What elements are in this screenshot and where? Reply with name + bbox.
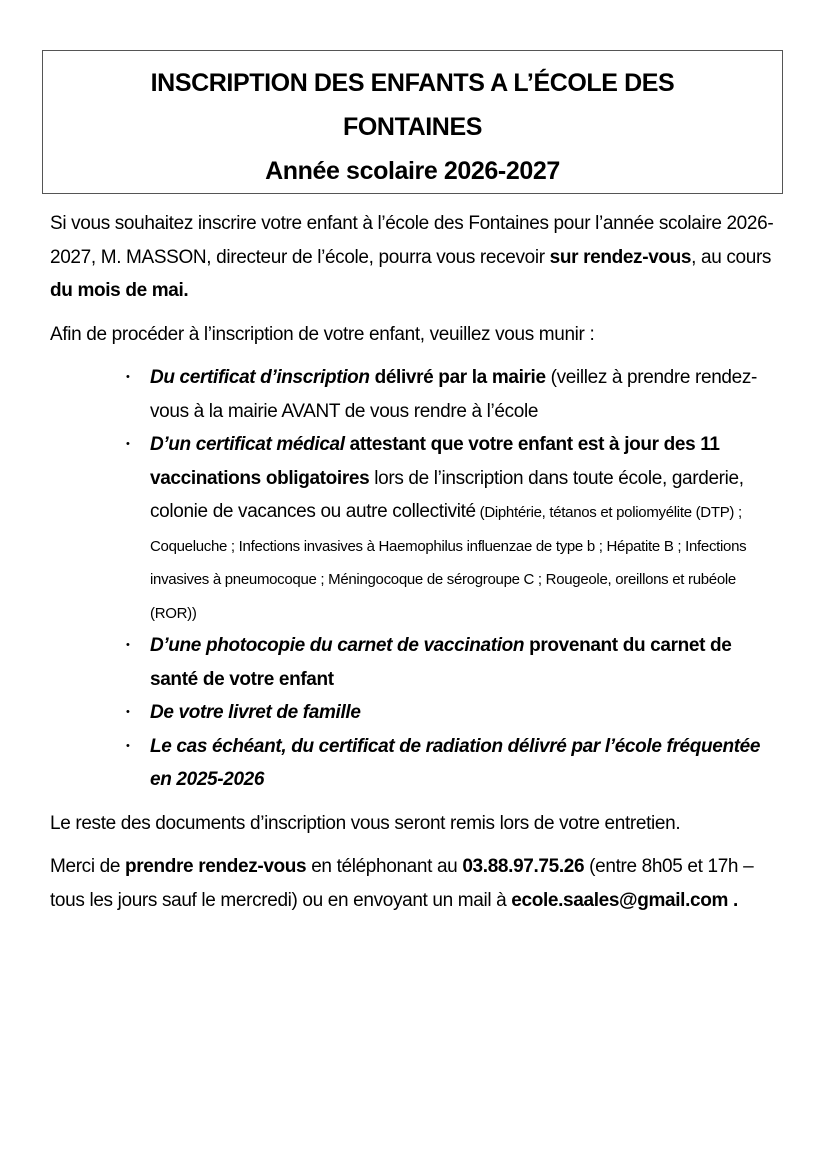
contact-text: Merci de xyxy=(50,856,125,877)
intro-bold-month: du mois de mai. xyxy=(50,280,189,301)
bullet-icon: • xyxy=(126,739,130,752)
item-text: (veillez à prendre rendez-vous à la mairie AVANT de vous rendre à l’école xyxy=(150,367,757,422)
list-item xyxy=(126,696,780,730)
list-item xyxy=(126,361,780,428)
title-box xyxy=(42,50,783,194)
intro-paragraph xyxy=(50,207,780,308)
contact-text-2: en téléphonant au xyxy=(306,856,463,877)
list-item xyxy=(126,629,780,696)
title-subtitle: Année scolaire 2026-2027 xyxy=(265,157,560,185)
lead-paragraph: Afin de procéder à l’inscription de votre enfant, veuillez vous munir : xyxy=(50,323,595,345)
bullet-icon: • xyxy=(126,438,130,450)
item-title: D’une photocopie du carnet de vaccination xyxy=(150,635,525,656)
list-item xyxy=(126,428,780,629)
document-body xyxy=(50,207,780,927)
intro-text-2: , au cours xyxy=(691,246,772,268)
item-title: Du certificat d’inscription xyxy=(150,367,370,388)
requirements-list xyxy=(50,361,780,797)
bullet-icon: • xyxy=(126,639,130,651)
contact-text-3: (entre 8h05 et 17h – tous les jours sauf le mercredi) ou en envoyant un mail à xyxy=(50,856,754,911)
bullet-icon: • xyxy=(126,706,130,718)
intro-bold-appointment: sur rendez-vous xyxy=(549,246,692,268)
intro-text: Si vous souhaitez inscrire votre enfant à l’école des Fontaines pour l’année scolaire 2026-2027, M. MASSON, directeur de l’école, pourra vous recevoir xyxy=(50,213,774,268)
item-bold: délivré par la mairie xyxy=(369,367,546,388)
item-vaccines-list: (Diphtérie, tétanos et poliomyélite (DTP) ; Coqueluche ; Infections invasives à Haemophilus influenzae de type b ; Hépatite B ; Infections invasives à pneumocoque ; Méningocoque de sérogroupe C ; Rougeole, oreillons et rubéole (ROR)) xyxy=(150,504,747,622)
email-address: ecole.saales@gmail.com . xyxy=(511,889,738,911)
item-text: lors de l’inscription dans toute école, garderie, colonie de vacances ou autre collectivité xyxy=(150,467,744,522)
contact-bold-appointment: prendre rendez-vous xyxy=(124,856,307,877)
title-line-2: FONTAINES xyxy=(343,113,482,141)
item-bold: provenant du carnet de santé de votre enfant xyxy=(150,635,732,690)
item-title: De votre livret de famille xyxy=(150,702,361,723)
item-title: D’un certificat médical xyxy=(150,434,345,455)
title-line-1: INSCRIPTION DES ENFANTS A L’ÉCOLE DES xyxy=(150,69,675,97)
item-title: Le cas échéant, du certificat de radiation délivré par l’école fréquentée en 2025-2026 xyxy=(150,735,761,790)
phone-number: 03.88.97.75.26 xyxy=(462,856,585,877)
list-item xyxy=(126,730,780,797)
contact-paragraph xyxy=(50,850,780,917)
rest-paragraph: Le reste des documents d’inscription vous seront remis lors de votre entretien. xyxy=(50,812,681,834)
bullet-icon: • xyxy=(126,371,130,383)
item-bold: attestant que votre enfant est à jour des 11 vaccinations obligatoires xyxy=(150,434,720,489)
